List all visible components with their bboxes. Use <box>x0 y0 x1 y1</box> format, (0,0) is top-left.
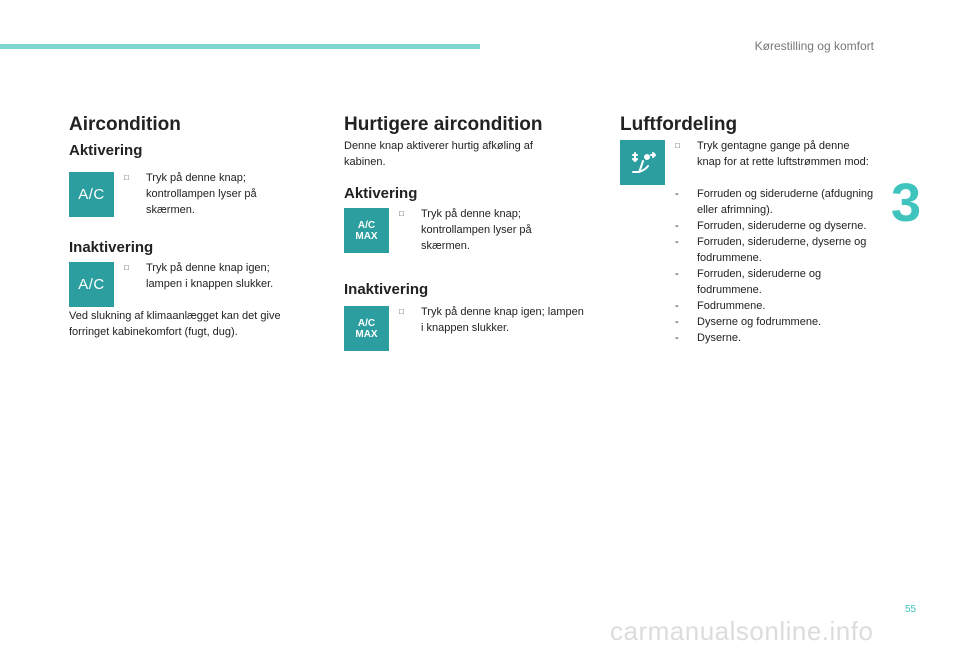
ac-button-label: A/C <box>78 186 105 203</box>
ac-button-icon <box>69 172 114 217</box>
fast-ac-title: Hurtigere aircondition <box>344 114 543 135</box>
air-distribution-title: Luftfordeling <box>620 114 738 135</box>
bullet-icon: □ <box>124 173 129 182</box>
note-text: Ved slukning af klimaanlægget kan det give forringet kabinekomfort (fugt, dug). <box>69 310 281 338</box>
ac-max-button-icon <box>344 306 389 351</box>
deactivation-heading: Inaktivering <box>69 239 154 256</box>
ac-max-button-icon <box>344 208 389 253</box>
list-item: - Forruden, sideruderne og dyserne. <box>675 220 867 232</box>
deactivation-heading: Inaktivering <box>344 281 429 298</box>
deactivation-instruction: □ Tryk på denne knap igen; lampen i knappen slukker. <box>124 262 274 290</box>
air-distribution-icon <box>620 140 665 185</box>
activation-heading: Aktivering <box>344 185 418 202</box>
ac-button-label: A/C <box>78 276 105 293</box>
airflow-icon <box>627 147 659 179</box>
list-item: - Forruden, sideruderne og fodrummene. <box>675 268 822 296</box>
aircondition-title: Aircondition <box>69 114 181 135</box>
header-accent-bar <box>0 44 480 49</box>
bullet-icon: □ <box>124 263 129 272</box>
distribution-instruction: □ Tryk gentagne gange på denne knap for at rette luftstrømmen mod: <box>675 140 869 168</box>
ac-max-button-label: A/C MAX <box>355 317 378 340</box>
ac-button-icon <box>69 262 114 307</box>
list-item: - Dyserne og fodrummene. <box>675 316 822 328</box>
bullet-icon: □ <box>675 141 680 150</box>
list-item: - Dyserne. <box>675 332 742 344</box>
activation-heading: Aktivering <box>69 142 143 159</box>
chapter-title: Kørestilling og komfort <box>754 39 874 53</box>
ac-max-button-label: A/C MAX <box>355 219 378 242</box>
deactivation-instruction: □ Tryk på denne knap igen; lampen i knappen slukker. <box>399 306 584 334</box>
fast-ac-intro: Denne knap aktiverer hurtig afkøling af kabinen. <box>344 140 533 168</box>
bullet-icon: □ <box>399 307 404 316</box>
page-number: 55 <box>905 604 917 615</box>
activation-instruction: □ Tryk på denne knap; kontrollampen lyser på skærmen. <box>124 172 257 216</box>
bullet-icon: □ <box>399 209 404 218</box>
airflow-mode-list <box>675 186 875 346</box>
chapter-number: 3 <box>891 173 922 233</box>
watermark-text: carmanualsonline.info <box>610 616 874 646</box>
list-item: - Forruden, sideruderne, dyserne og fodrummene. <box>675 236 867 264</box>
activation-instruction: □ Tryk på denne knap; kontrollampen lyser på skærmen. <box>399 208 532 252</box>
list-item: - Forruden og sideruderne (afdugning eller afrimning). <box>675 188 874 216</box>
list-item: - Fodrummene. <box>675 300 766 312</box>
